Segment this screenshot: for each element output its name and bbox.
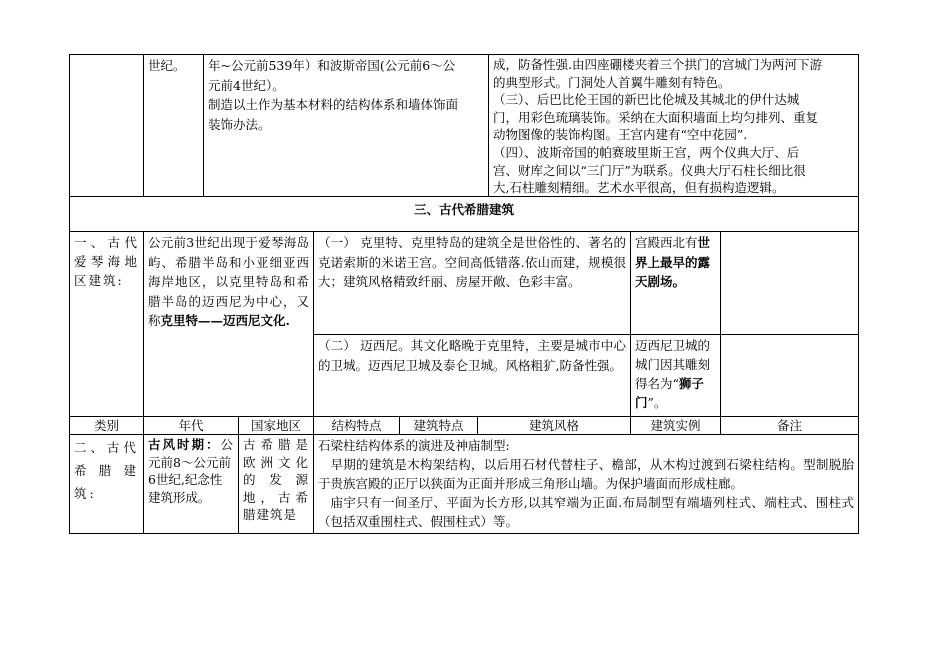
header-features: 建筑特点 xyxy=(413,418,464,433)
aegean-category-cell xyxy=(70,232,143,416)
header-era: 年代 xyxy=(178,418,204,433)
greece-desc-p1: 石梁柱结构体系的演进及神庙制型: xyxy=(318,438,510,453)
top-col3-line: 宫、财库之间以“三门厅”为联系。仪典大厅石柱长细比很 xyxy=(493,162,806,178)
crete-example-bold: 世界上最早的露天剧场。 xyxy=(635,235,711,289)
top-col3-line: 门，用彩色琉璃装饰。采纳在大面积墙面上均匀排列、重复 xyxy=(493,109,819,125)
top-col2-line: 装饰办法。 xyxy=(208,116,271,132)
top-col3-line: 大,石柱雕刻精细。艺术水平很高，但有损构造逻辑。 xyxy=(493,180,785,196)
greece-era-bold: 古风时期： xyxy=(148,437,221,452)
greece-era-text: 公元前8～公元前6世纪,纪念性建筑形成。 xyxy=(148,437,234,505)
greece-category-text: 二、古代希腊建筑: xyxy=(74,440,139,501)
greece-category-cell xyxy=(70,435,143,533)
top-col3-line: （四）、波斯帝国的帕赛玻里斯王宫，两个仪典大厅、后 xyxy=(493,144,800,160)
greece-desc-p2: 早期的建筑是木构架结构，以后用石材代替柱子、檐部，从木构过渡到石梁柱结构。型制脱胎于贵族宫殿的正厅以狭面为正面并形成三角形山墙。为保护墙面而形成柱廊。 xyxy=(318,457,854,491)
mycenae-example-post: ”。 xyxy=(647,395,667,410)
greece-desc-p3: 庙宇只有一间圣厅、平面为长方形,以其窄端为正面.布局制型有端墙列柱式、端柱式、围柱式（包括双重围柱式、假围柱式）等。 xyxy=(318,495,854,529)
top-col3-line: 动物图像的装饰构图。王宫内建有“空中花园”. xyxy=(493,127,748,143)
top-col2-line: 制造以土作为基本材料的结构体系和墙体饰面 xyxy=(208,97,459,112)
mycenae-cell xyxy=(314,335,630,416)
header-region: 国家地区 xyxy=(250,418,301,433)
crete-note-cell xyxy=(721,232,858,334)
aegean-category-text: 一、古代爱琴海地区建筑: xyxy=(74,235,139,288)
greece-region-cell xyxy=(239,435,313,533)
header-example: 建筑实例 xyxy=(650,418,701,433)
greece-era-cell xyxy=(144,435,238,533)
crete-example-text: 宫殿西北有 xyxy=(635,235,698,250)
top-col3-line: 成，防备性强.由四座硼楼夹着三个拱门的宫城门为两河下游 xyxy=(493,57,822,72)
header-notes: 备注 xyxy=(776,418,802,433)
aegean-era-text: 公元前3世纪出现于爱琴海岛屿、希腊半岛和小亚细亚西海岸地区，以克里特岛和希腊半岛的迈西尼为中心，又称 xyxy=(148,235,309,328)
aegean-era-cell xyxy=(144,232,313,416)
greece-region-text: 古希腊是欧洲文化的发源地，古希腊建筑是 xyxy=(243,437,309,522)
top-col2-cell xyxy=(204,55,488,196)
crete-cell xyxy=(314,232,630,334)
crete-example-cell xyxy=(631,232,720,334)
greece-description-cell xyxy=(314,435,858,533)
top-col1-text: 世纪。 xyxy=(148,58,186,73)
header-category: 类别 xyxy=(93,418,119,433)
top-col1-cell xyxy=(144,55,203,196)
top-col3-line: 的典型形式。门洞处人首翼牛雕刻有特色。 xyxy=(493,74,731,90)
mycenae-example-bold: 狮子门 xyxy=(635,376,704,410)
mycenae-example-cell xyxy=(631,335,720,416)
top-col3-cell xyxy=(489,55,858,196)
top-col3-line: （三）、后巴比伦王国的新巴比伦城及其城北的伊什达城 xyxy=(493,92,800,108)
crete-text: （一） 克里特、克里特岛的建筑全是世俗性的、著名的克诺索斯的米诺王宫。空间高低错落.依山而建，规模很大；建筑风格精致纤丽、房屋开敞、色彩丰富。 xyxy=(318,235,626,289)
top-col2-line: 元前4世纪）。 xyxy=(208,77,285,93)
aegean-era-bold: 克里特——迈西尼文化. xyxy=(160,313,290,328)
section-title-text: 三、古代希腊建筑 xyxy=(413,202,514,217)
header-style: 建筑风格 xyxy=(528,418,579,433)
mycenae-example-text: 迈西尼卫城的城门因其雕刻得名为“ xyxy=(635,338,711,391)
top-col2-line: 年~公元前539年）和波斯帝国(公元前6～公 xyxy=(208,58,456,73)
section-title xyxy=(70,197,858,231)
mycenae-text: （二） 迈西尼。其文化略晚于克里特，主要是城市中心的卫城。迈西尼卫城及泰仑卫城。风格粗犷,防备性强。 xyxy=(318,338,626,373)
header-structure: 结构特点 xyxy=(331,418,382,433)
